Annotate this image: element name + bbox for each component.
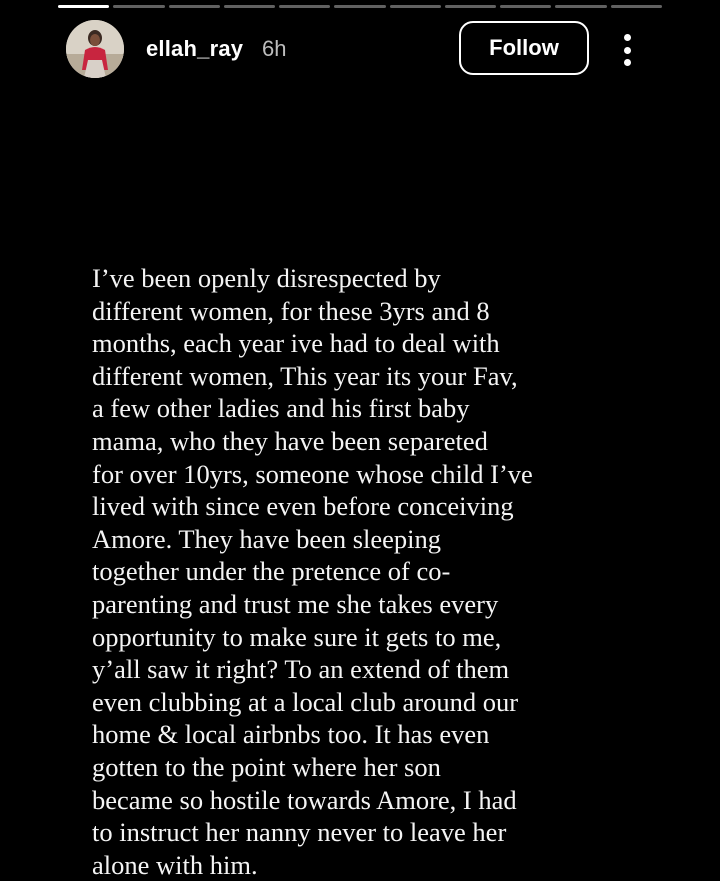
story-text: I’ve been openly disrespected by different women, for these 3yrs and 8 months, each year ive had to deal with different women, This year its your Fav, a few other ladies and his first baby mama, who they have been separeted for over 10yrs, someone whose child I’ve lived with since even before conceiving Amore. They have been sleeping together under the pretence of co- parenting and trust me she takes every opportunity to make sure it gets to me, y’all saw it right? To an extend of them even clubbing at a local club around our home & local airbnbs too. It has even gotten to the point where her son became so hostile towards Amore, I had to instruct her nanny never to leave her alone with him.: [92, 263, 533, 880]
more-dot: [624, 34, 631, 41]
progress-segment: [169, 5, 220, 8]
avatar[interactable]: [66, 20, 124, 78]
more-vertical-icon[interactable]: [620, 34, 634, 66]
more-dot: [624, 47, 631, 54]
progress-segment: [555, 5, 606, 8]
progress-segment: [611, 5, 662, 8]
more-dot: [624, 59, 631, 66]
progress-segment: [500, 5, 551, 8]
progress-segment: [445, 5, 496, 8]
username[interactable]: ellah_ray: [146, 36, 244, 61]
post-time: 6h: [262, 36, 287, 61]
progress-segment: [279, 5, 330, 8]
story-progress-bar: [58, 5, 662, 8]
avatar-image: [66, 20, 124, 78]
progress-segment: [224, 5, 275, 8]
progress-segment: [334, 5, 385, 8]
progress-segment: [113, 5, 164, 8]
follow-button[interactable]: Follow: [459, 21, 589, 75]
progress-segment: [390, 5, 441, 8]
progress-segment: [58, 5, 109, 8]
story-header: [66, 20, 666, 78]
